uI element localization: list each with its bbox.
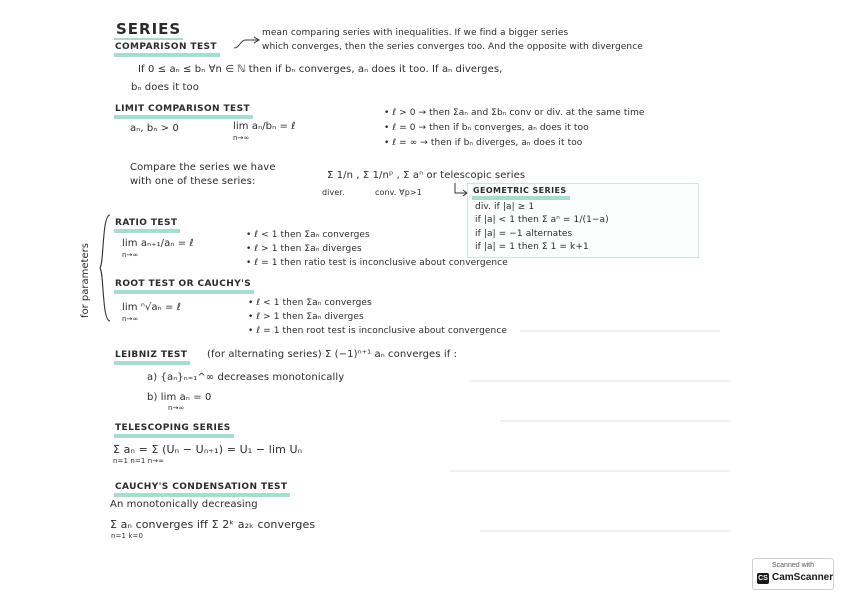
leibniz-intro: (for alternating series) Σ (−1)ⁿ⁺¹ aₙ converges if : <box>207 349 458 360</box>
bleed-through <box>470 380 730 382</box>
root-case-1: • ℓ < 1 then Σaₙ converges <box>248 298 372 308</box>
bleed-through <box>500 420 730 422</box>
camscanner-brand: CamScanner <box>772 572 834 583</box>
condensation-line-1: An monotonically decreasing <box>110 499 258 510</box>
camscanner-badge <box>752 558 834 590</box>
comparison-line-2: bₙ does it too <box>131 82 199 93</box>
geometric-heading: GEOMETRIC SERIES <box>472 186 570 200</box>
converges-label: conv. ∀p>1 <box>375 188 422 197</box>
limit-comparison-heading: LIMIT COMPARISON TEST <box>114 104 253 119</box>
condensation-subscript: n=1 k=0 <box>111 532 144 540</box>
telescoping-subscript: n=1 n=1 n→∞ <box>113 457 165 465</box>
ratio-case-1: • ℓ < 1 then Σaₙ converges <box>246 230 370 240</box>
root-subscript: n→∞ <box>122 315 139 323</box>
comparison-heading: COMPARISON TEST <box>114 42 220 57</box>
comparison-line-1: If 0 ≤ aₙ ≤ bₙ ∀n ∈ ℕ then if bₙ converges, aₙ does it too. If aₙ diverges, <box>138 64 503 75</box>
geometric-line-2: if |a| < 1 then Σ aⁿ = 1/(1−a) <box>475 215 609 225</box>
bleed-through <box>480 530 730 532</box>
ratio-test-heading: RATIO TEST <box>114 218 180 233</box>
limit-case-1: • ℓ > 0 → then Σaₙ and Σbₙ conv or div. at the same time <box>384 108 645 118</box>
bleed-through <box>520 330 720 332</box>
limit-formula: lim aₙ/bₙ = ℓ <box>233 121 296 132</box>
limit-condition: aₙ, bₙ > 0 <box>130 123 179 134</box>
limit-case-3: • ℓ = ∞ → then if bₙ diverges, aₙ does it too <box>384 138 583 148</box>
diverges-label: diver. <box>322 188 345 197</box>
ratio-case-2: • ℓ > 1 then Σaₙ diverges <box>246 244 362 254</box>
arrow-icon <box>232 36 262 52</box>
brace-icon <box>98 213 112 323</box>
condensation-line-2: Σ aₙ converges iff Σ 2ᵏ a₂ₖ converges <box>110 518 316 531</box>
root-case-3: • ℓ = 1 then root test is inconclusive about convergence <box>248 326 508 336</box>
geometric-line-4: if |a| = 1 then Σ 1 = k+1 <box>475 242 589 252</box>
leibniz-subscript: n→∞ <box>168 404 185 412</box>
geometric-line-1: div. if |a| ≥ 1 <box>475 202 535 212</box>
root-test-heading: ROOT TEST OR CAUCHY'S <box>114 279 254 294</box>
leibniz-heading: LEIBNIZ TEST <box>114 350 190 365</box>
bleed-through <box>450 470 730 472</box>
leibniz-condition-a: a) {aₙ}ₙ₌₁^∞ decreases monotonically <box>147 372 345 383</box>
root-case-2: • ℓ > 1 then Σaₙ diverges <box>248 312 364 322</box>
leibniz-condition-b: b) lim aₙ = 0 <box>147 392 212 403</box>
limit-case-2: • ℓ = 0 → then if bₙ converges, aₙ does it too <box>384 123 589 133</box>
ratio-case-3: • ℓ = 1 then ratio test is inconclusive about convergence <box>246 258 508 268</box>
compare-text-1: Compare the series we have <box>130 162 276 173</box>
telescoping-heading: TELESCOPING SERIES <box>114 423 234 438</box>
geometric-line-3: if |a| = −1 alternates <box>475 229 573 239</box>
compare-text-2: with one of these series: <box>130 176 256 187</box>
condensation-heading: CAUCHY'S CONDENSATION TEST <box>114 482 290 497</box>
comparison-note-2: which converges, then the series converges too. And the opposite with divergence <box>262 42 643 52</box>
side-label: for parameters <box>80 243 91 318</box>
limit-subscript: n→∞ <box>233 134 250 142</box>
page-title: SERIES <box>116 20 182 38</box>
comparison-note-1: mean comparing series with inequalities. If we find a bigger series <box>262 28 569 38</box>
scanned-with-label: Scanned with <box>771 562 815 569</box>
root-formula: lim ⁿ√aₙ = ℓ <box>122 302 182 313</box>
camscanner-logo-icon: CS <box>758 575 768 582</box>
telescoping-formula: Σ aₙ = Σ (Uₙ − Uₙ₊₁) = U₁ − lim Uₙ <box>113 443 303 456</box>
ratio-formula: lim aₙ₊₁/aₙ = ℓ <box>122 238 194 249</box>
reference-series: Σ 1/n , Σ 1/nᵖ , Σ aⁿ or telescopic series <box>327 170 526 181</box>
ratio-subscript: n→∞ <box>122 251 139 259</box>
